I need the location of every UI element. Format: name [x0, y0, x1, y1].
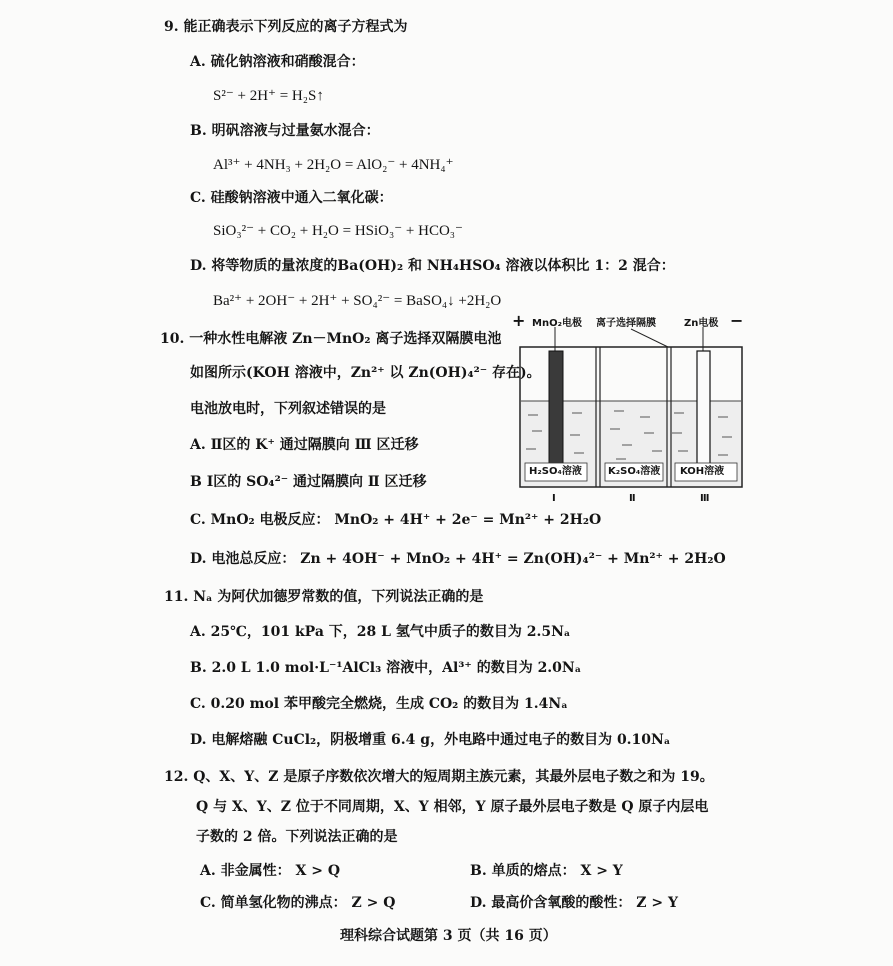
q9-option-a-equation: S²⁻ + 2H⁺ = H₂S↑ [213, 88, 324, 104]
q12-stem-line-2: Q 与 X、Y、Z 位于不同周期，X、Y 相邻，Y 原子最外层电子数是 Q 原子内层电 [196, 799, 709, 815]
battery-diagram [512, 313, 748, 513]
q10-option-b: B Ⅰ区的 SO₄²⁻ 通过隔膜向 Ⅱ 区迁移 [190, 474, 427, 490]
q9-option-d-label: D. 将等物质的量浓度的Ba(OH)₂ 和 NH₄HSO₄ 溶液以体积比 1：2 混合： [190, 258, 675, 274]
mno2-electrode-label: MnO₂电极 [532, 318, 582, 329]
solution-label-koh: KOH溶液 [680, 466, 725, 477]
zone-label-3: Ⅲ [700, 493, 710, 504]
q12-option-d: D. 最高价含氧酸的酸性： Z > Y [470, 895, 678, 911]
q12-option-b: B. 单质的熔点： X > Y [470, 863, 623, 879]
q9-option-b-equation: Al³⁺ + 4NH₃ + 2H₂O = AlO₂⁻ + 4NH₄⁺ [213, 157, 454, 173]
q11-option-d: D. 电解熔融 CuCl₂，阴极增重 6.4 g，外电路中通过电子的数目为 0.10Nₐ [190, 732, 671, 748]
q9-stem: 9. 能正确表示下列反应的离子方程式为 [164, 19, 408, 35]
q9-option-c-equation: SiO₃²⁻ + CO₂ + H₂O = HSiO₃⁻ + HCO₃⁻ [213, 223, 463, 239]
q12-option-a: A. 非金属性： X > Q [200, 863, 341, 879]
q12-stem-line-3: 子数的 2 倍。下列说法正确的是 [196, 829, 398, 845]
q11-option-c: C. 0.20 mol 苯甲酸完全燃烧，生成 CO₂ 的数目为 1.4Nₐ [190, 696, 568, 712]
page-footer: 理科综合试题第 3 页（共 16 页） [340, 928, 557, 944]
q9-option-d-equation: Ba²⁺ + 2OH⁻ + 2H⁺ + SO₄²⁻ = BaSO₄↓ +2H₂O [213, 293, 502, 309]
solution-label-h2so4: H₂SO₄溶液 [529, 466, 582, 477]
membrane-label: 离子选择隔膜 [596, 318, 656, 329]
q10-option-c: C. MnO₂ 电极反应： MnO₂ + 4H⁺ + 2e⁻ = Mn²⁺ + 2H₂O [190, 512, 602, 528]
q10-option-a: A. Ⅱ区的 K⁺ 通过隔膜向 Ⅲ 区迁移 [190, 437, 419, 453]
zone-label-1: Ⅰ [552, 493, 556, 504]
q9-option-c-label: C. 硅酸钠溶液中通入二氧化碳： [190, 190, 393, 206]
q10-stem-line-2: 如图所示(KOH 溶液中，Zn²⁺ 以 Zn(OH)₄²⁻ 存在)。 [190, 365, 541, 381]
q9-option-b-label: B. 明矾溶液与过量氨水混合： [190, 123, 380, 139]
zn-electrode-label: Zn电极 [684, 318, 719, 329]
solution-label-k2so4: K₂SO₄溶液 [608, 466, 661, 477]
q10-stem-line-3: 电池放电时，下列叙述错误的是 [190, 401, 386, 417]
q11-option-a: A. 25℃，101 kPa 下，28 L 氢气中质子的数目为 2.5Nₐ [190, 624, 571, 640]
q12-stem-line-1: 12. Q、X、Y、Z 是原子序数依次增大的短周期主族元素，其最外层电子数之和为 19。 [164, 769, 714, 785]
q12-option-c: C. 简单氢化物的沸点： Z > Q [200, 895, 396, 911]
zone-label-2: Ⅱ [629, 493, 636, 504]
q11-option-b: B. 2.0 L 1.0 mol·L⁻¹AlCl₃ 溶液中，Al³⁺ 的数目为 2.0Nₐ [190, 660, 582, 676]
q9-option-a-label: A. 硫化钠溶液和硝酸混合： [190, 54, 365, 70]
q11-stem: 11. Nₐ 为阿伏加德罗常数的值，下列说法正确的是 [164, 589, 484, 605]
negative-terminal-sign: − [730, 311, 744, 330]
q10-stem-line-1: 10. 一种水性电解液 Zn－MnO₂ 离子选择双隔膜电池 [160, 331, 502, 347]
positive-terminal-sign: + [512, 311, 526, 330]
q10-option-d: D. 电池总反应： Zn + 4OH⁻ + MnO₂ + 4H⁺ = Zn(OH)₄²⁻ + Mn²⁺ + 2H₂O [190, 551, 726, 567]
